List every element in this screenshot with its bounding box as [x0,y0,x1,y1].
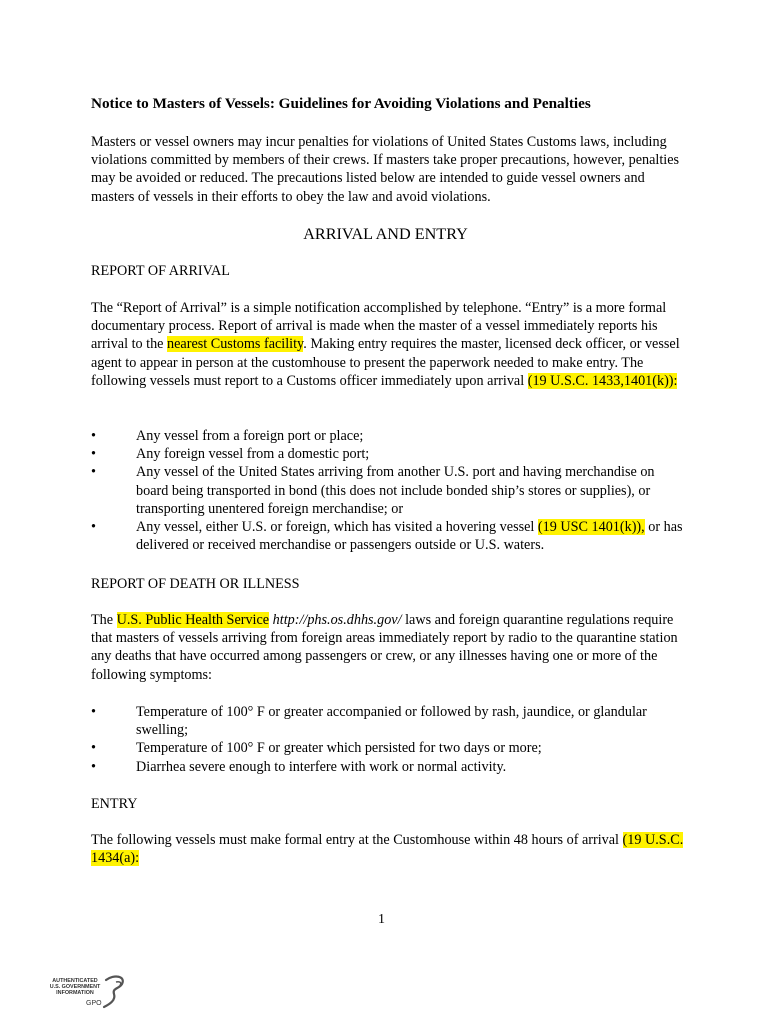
list-item-text: Diarrhea severe enough to interfere with work or normal activity. [136,758,507,775]
document-title: Notice to Masters of Vessels: Guidelines for Avoiding Violations and Penalties [91,95,591,112]
list-item-text: Any foreign vessel from a domestic port; [136,446,370,463]
list-item [91,758,687,776]
list-item [91,703,687,739]
section-heading: ARRIVAL AND ENTRY [303,225,468,243]
page-number: 1 [378,912,385,927]
bullet-icon: • [91,464,96,481]
logo-label: GPO [86,1000,102,1007]
text-run: The “Report of Arrival” is a simple notification accomplished by telephone. “Entry” is a more formal documentary process. Report of arrival is made when the master of a vessel immediately reports his arrival to the [91,300,667,353]
report-of-death-paragraph [91,611,687,684]
symptom-bullet-list [91,703,687,776]
nearest-customs-facility-link[interactable]: nearest Customs facility [167,336,304,353]
arrival-bullet-list [91,427,687,554]
bullet-icon: • [91,428,96,444]
gpo-authenticated-logo [44,974,134,1014]
public-health-service-link[interactable]: U.S. Public Health Service [116,612,270,628]
entry-paragraph [91,831,687,867]
logo-text [44,978,106,996]
text-run: laws and foreign quarantine regulations require that masters of vessels arriving from foreign areas immediately report by radio to the quarantine station any deaths that have occurred among passengers or crew, or any illnesses having one or more of the following symptoms: [91,612,678,683]
text-run: . Making entry requires the master, licensed deck officer, or vessel agent to appear in person at the customhouse to present the paperwork needed to make entry. The following vessels must report to a Customs officer immediately upon arrival [91,336,680,389]
list-item-text: Temperature of 100° F or greater which persisted for two days or more; [136,740,542,757]
report-of-death-heading: REPORT OF DEATH OR ILLNESS [91,576,300,592]
text-run: or has delivered or received merchandise or passengers outside or U.S. waters. [136,519,683,554]
text-run: The following vessels must make formal entry at the Customhouse within 48 hours of arrival [91,832,623,848]
logo-line: AUTHENTICATED [52,978,98,984]
report-of-arrival-paragraph [91,299,687,390]
citation-link[interactable]: (19 USC 1401(k)), [537,519,645,536]
bullet-icon: • [91,446,96,463]
list-item [91,445,687,463]
intro-paragraph: Masters or vessel owners may incur penalties for violations of United States Customs laws, including violations committed by members of their crews. If masters take proper precautions, however, penalties may be avoided or reduced. The precautions listed below are intended to guide vessel owners and masters of vessels in their efforts to obey the law and avoid violations. [91,134,680,205]
phs-url-link[interactable]: http://phs.os.dhhs.gov/ [272,612,402,628]
list-item-text: Any vessel from a foreign port or place; [136,428,364,444]
entry-heading: ENTRY [91,796,138,812]
bullet-icon: • [91,740,96,757]
text-run: The [91,612,117,628]
report-of-arrival-heading: REPORT OF ARRIVAL [91,263,230,279]
bullet-icon: • [91,758,96,775]
logo-line: INFORMATION [56,990,94,996]
list-item [91,518,687,554]
list-item [91,739,687,757]
text-run: Any vessel, either U.S. or foreign, which has visited a hovering vessel [136,519,538,536]
list-item [91,463,687,518]
list-item [91,427,687,445]
bullet-icon: • [91,519,96,536]
citation-link[interactable]: (19 U.S.C. 1433,1401(k)): [527,372,678,389]
eagle-icon [102,974,130,1010]
bullet-icon: • [91,704,96,720]
citation-link[interactable]: (19 U.S.C. 1434(a): [91,832,684,867]
logo-line: U.S. GOVERNMENT [49,984,101,990]
list-item-text: Any vessel of the United States arriving from another U.S. port and having merchandise on board being transported in bond (this does not include bonded ship’s stores or supplies), or transporting unentered foreign merchandise; or [136,464,655,517]
list-item-text: Temperature of 100° F or greater accompanied or followed by rash, jaundice, or glandular swelling; [136,704,647,739]
